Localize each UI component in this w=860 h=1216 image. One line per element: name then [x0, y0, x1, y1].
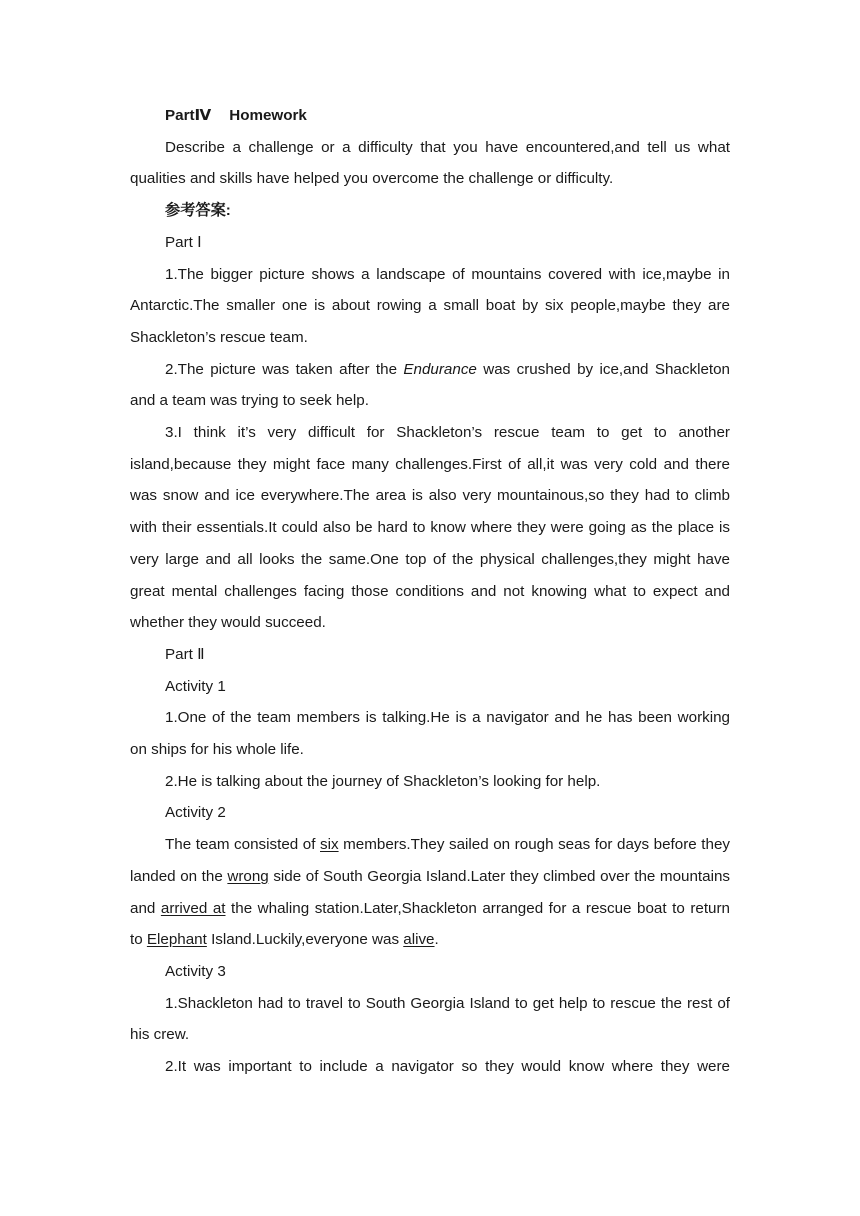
blank-answer-1: six — [320, 836, 339, 854]
part1-answer-1: 1.The bigger picture shows a landscape of mountains covered with ice,maybe in Antarctic.The smaller one is about rowing a small boat by six people,maybe they are Shackleton’s rescue team. — [130, 265, 730, 346]
activity3-label: Activity 3 — [165, 962, 226, 980]
activity2-label: Activity 2 — [165, 804, 226, 822]
ship-name: Endurance — [403, 360, 477, 378]
part2-label: Part Ⅱ — [165, 645, 205, 663]
blank-answer-4: Elephant — [146, 931, 207, 949]
activity3-answer-1: 1.Shackleton had to travel to South Georgia Island to get help to rescue the rest of his crew. — [130, 994, 730, 1044]
activity3-answer-2: 2.It was important to include a navigator so they would know where they were — [165, 1058, 730, 1076]
blank-answer-5: alive — [403, 931, 435, 949]
answers-heading: 参考答案: — [165, 202, 231, 220]
homework-prompt: Describe a challenge or a difficulty that you have encountered,and tell us what qualities and skills have helped you overcome the challenge or difficulty. — [130, 138, 730, 188]
part1-answer-2: 2.The picture was taken after the Endurance was crushed by ice,and Shackleton and a team was trying to seek help. — [130, 360, 731, 410]
homework-part-label: PartⅣ — [165, 107, 212, 124]
activity1-answer-2: 2.He is talking about the journey of Shackleton’s looking for help. — [165, 772, 601, 790]
homework-heading — [130, 100, 730, 132]
blank-answer-3: arrived at — [160, 899, 226, 917]
blank-answer-2: wrong — [227, 867, 269, 885]
document-body — [130, 100, 730, 1083]
homework-title: Homework — [229, 107, 307, 124]
activity1-label: Activity 1 — [165, 677, 226, 695]
activity2-passage: The team consisted of six members.They sailed on rough seas for days before they landed on the wrong side of South Georgia Island.Later they climbed over the mountains and arrived at the whaling station.Later,Shackleton arranged for a rescue boat to return to Elephant Island.Luckily,everyone was alive. — [130, 836, 730, 949]
part1-answer-3: 3.I think it’s very difficult for Shackleton’s rescue team to get to another island,because they might face many challenges.First of all,it was very cold and there was snow and ice everywhere.The area is also very mountainous,so they had to climb with their essentials.It could also be hard to know where they were going as the place is very large and all looks the same.One top of the physical challenges,they might have great mental challenges facing those conditions and not knowing what to expect and whether they would succeed. — [130, 424, 730, 632]
activity1-answer-1: 1.One of the team members is talking.He is a navigator and he has been working on ships for his whole life. — [130, 709, 730, 759]
part1-label: Part Ⅰ — [165, 233, 202, 251]
